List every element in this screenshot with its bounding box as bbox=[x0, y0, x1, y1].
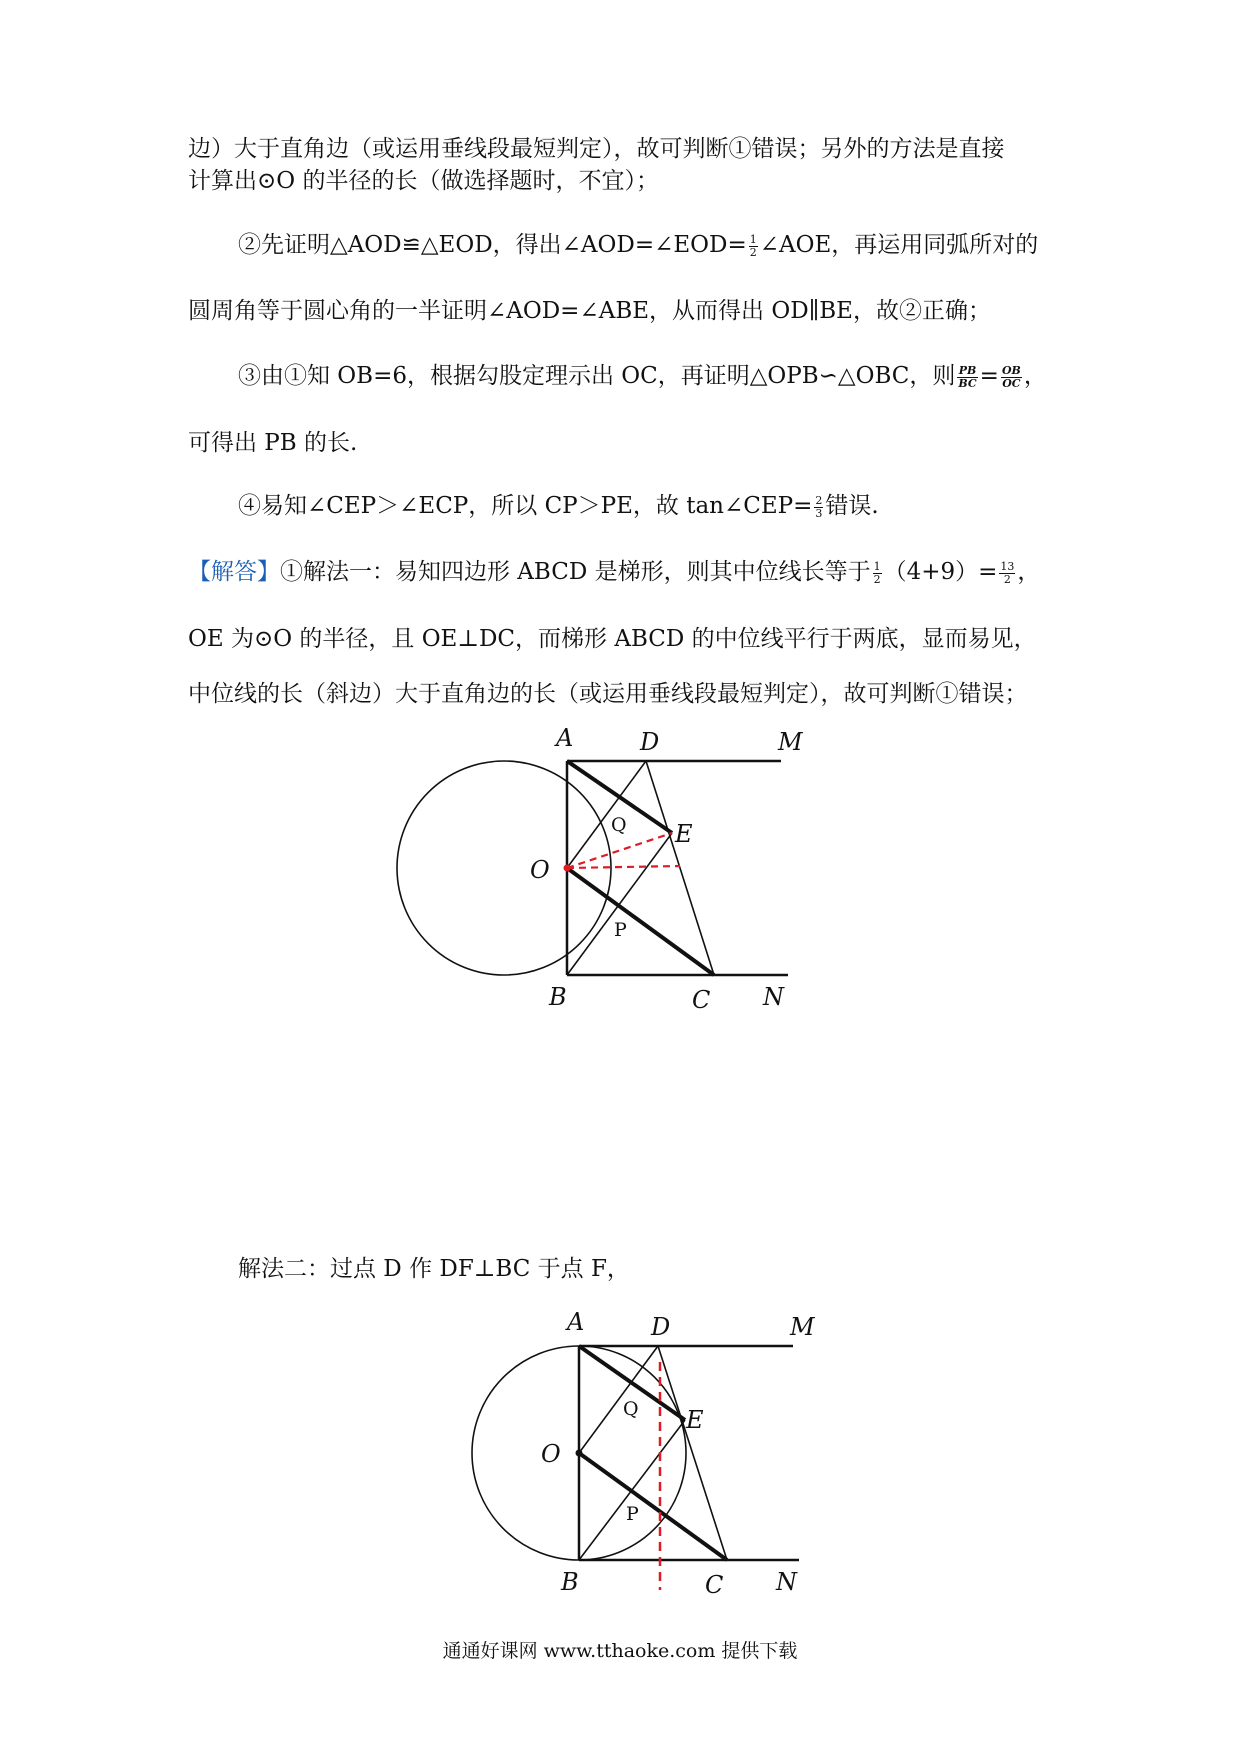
text-segment: （4+9）= bbox=[883, 559, 998, 585]
label-n: N bbox=[776, 1568, 797, 1596]
text-segment: 错误. bbox=[825, 493, 879, 519]
text-segment: ④易知∠CEP＞∠ECP，所以 CP＞PE，故 tan∠CEP= bbox=[238, 493, 813, 519]
fraction-numerator: 13 bbox=[1000, 559, 1015, 573]
fraction-denominator: 2 bbox=[1003, 572, 1011, 586]
label-b: B bbox=[561, 1568, 579, 1596]
fraction-denominator: OC bbox=[1002, 376, 1021, 390]
fraction-numerator: 1 bbox=[873, 559, 881, 573]
label-d: D bbox=[640, 728, 660, 756]
paragraph-2-line-2: 圆周角等于圆心角的一半证明∠AOD=∠ABE，从而得出 OD∥BE，故②正确； bbox=[188, 298, 991, 324]
label-c: C bbox=[705, 1571, 724, 1599]
label-a: A bbox=[556, 724, 574, 752]
fraction-denominator: 2 bbox=[873, 572, 881, 586]
segment-oc bbox=[579, 1453, 727, 1560]
segment-dc bbox=[658, 1346, 727, 1560]
label-e: E bbox=[675, 820, 693, 848]
text-segment: ∠AOE，再运用同弧所对的 bbox=[759, 232, 1039, 258]
paragraph-3-line-2: 可得出 PB 的长. bbox=[188, 430, 358, 456]
text-segment: ①解法一：易知四边形 ABCD 是梯形，则其中位线长等于 bbox=[280, 559, 871, 585]
label-c: C bbox=[692, 986, 711, 1014]
fraction-numerator: 1 bbox=[749, 232, 757, 246]
page-footer: 通通好课网 www.tthaoke.com 提供下载 bbox=[442, 1640, 798, 1662]
answer-tag: 【解答】 bbox=[188, 559, 280, 585]
paragraph-1-line-1: 边）大于直角边（或运用垂线段最短判定），故可判断①错误；另外的方法是直接 bbox=[188, 136, 1005, 162]
label-m: M bbox=[778, 728, 803, 756]
answer-line-3: 中位线的长（斜边）大于直角边的长（或运用垂线段最短判定），故可判断①错误； bbox=[188, 681, 1028, 707]
fraction-denominator: BC bbox=[958, 376, 977, 390]
point-o bbox=[576, 1450, 583, 1457]
fraction-numerator: PB bbox=[958, 363, 977, 377]
fraction-numerator: OB bbox=[1001, 363, 1021, 377]
text-segment: ②先证明△AOD≌△EOD，得出∠AOD=∠EOD= bbox=[238, 232, 747, 258]
paragraph-1-line-2: 计算出⊙O 的半径的长（做选择题时，不宜）； bbox=[188, 168, 659, 194]
label-d: D bbox=[651, 1313, 671, 1341]
label-m: M bbox=[790, 1313, 815, 1341]
label-o: O bbox=[541, 1440, 561, 1468]
fraction-denominator: 3 bbox=[815, 506, 823, 520]
text-segment: ， bbox=[1023, 363, 1047, 389]
segment-od bbox=[579, 1346, 658, 1453]
fraction-numerator: 2 bbox=[815, 493, 823, 507]
text-segment: ， bbox=[1017, 559, 1041, 585]
equals-sign: = bbox=[979, 363, 999, 389]
answer-line-2: OE 为⊙O 的半径，且 OE⊥DC，而梯形 ABCD 的中位线平行于两底，显而易见， bbox=[188, 626, 1037, 652]
label-o: O bbox=[530, 856, 550, 884]
fraction-denominator: 2 bbox=[749, 245, 757, 259]
label-q: Q bbox=[611, 814, 627, 836]
label-a: A bbox=[567, 1308, 585, 1336]
label-n: N bbox=[763, 983, 784, 1011]
label-q: Q bbox=[623, 1398, 639, 1420]
text-segment: ③由①知 OB=6，根据勾股定理示出 OC，再证明△OPB∽△OBC，则 bbox=[238, 363, 956, 389]
label-p: P bbox=[626, 1503, 639, 1525]
label-p: P bbox=[614, 919, 627, 941]
label-e: E bbox=[686, 1406, 704, 1434]
label-b: B bbox=[549, 983, 567, 1011]
method-two-line: 解法二：过点 D 作 DF⊥BC 于点 F， bbox=[238, 1256, 630, 1282]
